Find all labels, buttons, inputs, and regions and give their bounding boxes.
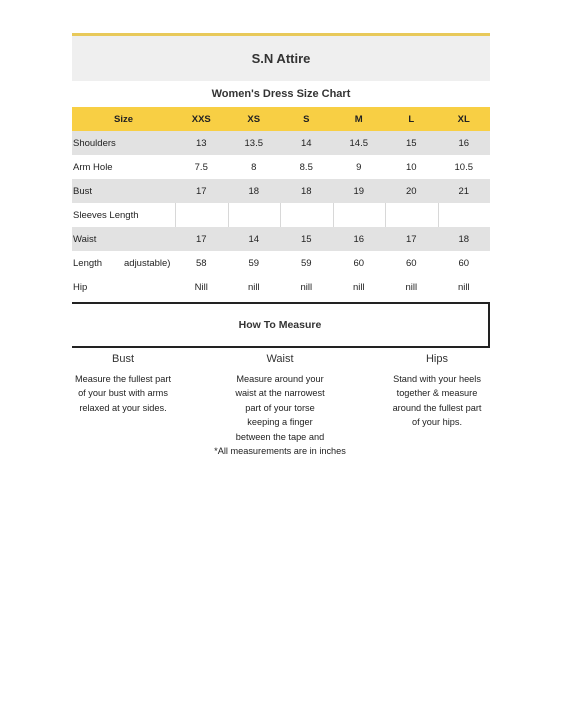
size-value-cell: 19 (353, 185, 365, 197)
brand-title: S.N Attire (72, 33, 490, 81)
size-value-cell: 13.5 (244, 137, 263, 149)
row-label-sub: adjustable) (124, 257, 171, 269)
size-header-cell: XL (457, 113, 470, 125)
size-header-cell: XXS (191, 113, 211, 125)
table-row (72, 203, 490, 227)
size-header-cell: M (354, 113, 363, 125)
size-value-cell: 13 (195, 137, 207, 149)
row-label-text: Shoulders (73, 137, 116, 149)
row-label-text: Arm Hole (73, 161, 113, 173)
bust-instructions (72, 352, 174, 459)
size-header-cell: L (408, 113, 415, 125)
size-value-cell: 17 (195, 185, 207, 197)
row-label (72, 155, 175, 179)
size-value-cell: 16 (458, 137, 470, 149)
row-label-text: Sleeves Length (73, 209, 139, 221)
instruction-line: Measure the fullest part (74, 373, 171, 384)
size-value-cell: 9 (356, 161, 362, 173)
size-value-cell: 60 (458, 257, 470, 269)
chart-title: Women's Dress Size Chart (211, 88, 351, 100)
table-row (72, 179, 490, 203)
row-label (72, 275, 175, 299)
size-value-cell: 14 (248, 233, 260, 245)
instruction-line: Stand with your heels (393, 373, 481, 384)
size-value-cell: 17 (195, 233, 207, 245)
size-value-cell: nill (405, 281, 418, 293)
instruction-line: together & measure (396, 388, 478, 398)
table-row (72, 131, 490, 155)
size-value-cell: 60 (405, 257, 417, 269)
size-value-cell: 17 (405, 233, 417, 245)
size-value-cell: 15 (300, 233, 312, 245)
size-value-cell: 21 (458, 185, 470, 197)
instruction-line: around the fullest part (392, 402, 482, 413)
size-chart-sheet (72, 33, 490, 459)
row-label (72, 251, 175, 275)
size-table-body (72, 131, 490, 299)
size-value-cell: nill (247, 281, 260, 293)
instruction-line: relaxed at your sides. (79, 402, 167, 413)
size-header-cell: XS (247, 113, 261, 125)
row-label-text: Hip (73, 281, 88, 293)
size-value-cell: nill (352, 281, 365, 293)
size-value-cell: 8.5 (299, 161, 313, 173)
size-value-cell (385, 203, 438, 227)
table-row (72, 155, 490, 179)
size-value-cell (438, 203, 491, 227)
row-label (72, 227, 175, 251)
waist-instructions (176, 352, 384, 459)
size-value-cell: nill (300, 281, 313, 293)
measure-instructions (72, 352, 490, 459)
instruction-line: part of your torse (245, 402, 315, 413)
table-row (72, 251, 490, 275)
size-value-cell (280, 203, 333, 227)
row-label (72, 179, 175, 203)
size-header-row (72, 107, 490, 131)
size-value-cell: 14 (300, 137, 312, 149)
size-value-cell: 8 (251, 161, 257, 173)
instruction-line: keeping a finger (247, 417, 313, 427)
size-value-cell: 10 (405, 161, 417, 173)
instruction-line: of your hips. (411, 417, 463, 427)
instruction-line: Measure around your (236, 373, 324, 384)
size-value-cell (333, 203, 386, 227)
size-value-cell: 18 (248, 185, 260, 197)
size-value-cell (175, 203, 228, 227)
bust-title: Bust (111, 353, 134, 365)
size-value-cell: 18 (458, 233, 470, 245)
row-label-text: Bust (73, 185, 93, 197)
waist-title: Waist (266, 353, 294, 365)
size-value-cell: 18 (300, 185, 312, 197)
hips-instructions (384, 352, 490, 459)
size-value-cell: 58 (195, 257, 207, 269)
size-value-cell: 20 (405, 185, 417, 197)
size-value-cell: nill (457, 281, 470, 293)
size-value-cell: 60 (353, 257, 365, 269)
size-value-cell: 7.5 (194, 161, 208, 173)
table-row (72, 275, 490, 299)
instruction-line: of your bust with arms (78, 388, 168, 398)
hips-title: Hips (425, 353, 448, 365)
size-value-cell: 15 (405, 137, 417, 149)
measurement-note: *All measurements are in inches (214, 446, 346, 456)
row-label (72, 131, 175, 155)
size-value-cell: Nill (194, 281, 208, 293)
size-value-cell: 59 (300, 257, 312, 269)
size-value-cell: 16 (353, 233, 365, 245)
size-value-cell: 14.5 (349, 137, 368, 149)
size-value-cell: 59 (248, 257, 260, 269)
row-label-text: Waist (73, 233, 97, 245)
instruction-line: between the tape and (235, 431, 325, 442)
row-label-text: Length (73, 257, 103, 269)
table-row (72, 227, 490, 251)
row-label (72, 203, 175, 227)
instruction-line: waist at the narrowest (235, 388, 325, 398)
how-to-measure-heading: How To Measure (72, 302, 490, 348)
size-value-cell (228, 203, 281, 227)
size-header-cell: S (303, 113, 310, 125)
size-value-cell: 10.5 (454, 161, 473, 173)
size-header-label: Size (113, 113, 133, 125)
